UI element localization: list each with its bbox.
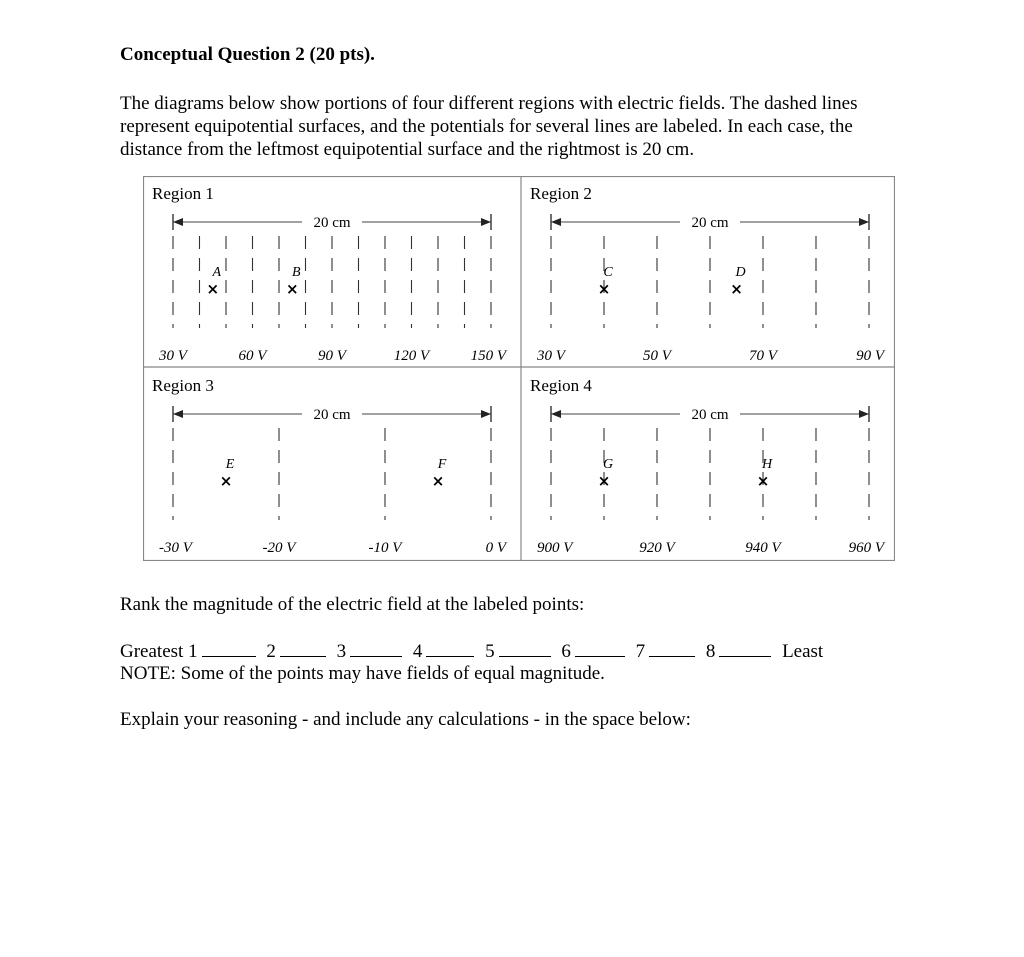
rank-number-6: 6 <box>556 641 571 662</box>
point-marker-D: × <box>730 280 743 298</box>
point-label-G: G <box>602 457 614 472</box>
point-marker-E: × <box>219 472 233 490</box>
rank-blank-8[interactable] <box>719 640 771 657</box>
equipotential-diagrams <box>143 176 895 561</box>
question-title: Conceptual Question 2 (20 pts). <box>120 44 375 65</box>
region-title-2: Region 2 <box>530 184 592 203</box>
rank-number-3: 3 <box>331 641 347 662</box>
explain-prompt: Explain your reasoning - and include any calculations - in the space below: <box>120 709 691 730</box>
rank-number-8: 8 <box>701 641 716 662</box>
distance-label: 20 cm <box>691 215 729 231</box>
region-title-3: Region 3 <box>152 376 214 395</box>
distance-arrowhead-left <box>173 218 183 226</box>
rank-slots <box>188 641 777 662</box>
point-label-A: A <box>212 265 222 280</box>
potential-label: 60 V <box>238 348 267 364</box>
intro-line-1: The diagrams below show portions of four different regions with electric fields. The dashed lines <box>120 93 858 114</box>
rank-blank-5[interactable] <box>499 640 551 657</box>
point-marker-A: × <box>206 280 220 298</box>
potential-label: -10 V <box>368 540 402 556</box>
potential-label: 30 V <box>537 348 565 364</box>
rank-blank-3[interactable] <box>350 640 402 657</box>
rank-blank-1[interactable] <box>202 640 256 657</box>
point-label-H: H <box>761 457 773 472</box>
least-label: Least <box>782 641 824 662</box>
potential-label: 960 V <box>848 540 884 556</box>
distance-arrowhead-left <box>173 410 183 418</box>
potential-label: -20 V <box>262 540 296 556</box>
intro-line-3: distance from the leftmost equipotential surface and the rightmost is 20 cm. <box>120 139 695 160</box>
point-marker-C: × <box>597 280 611 298</box>
ranking-note: NOTE: Some of the points may have fields of equal magnitude. <box>120 663 605 684</box>
rank-number-7: 7 <box>630 641 646 662</box>
potential-label: 920 V <box>639 540 675 556</box>
potential-label: 940 V <box>745 540 781 556</box>
potential-label: 50 V <box>643 348 671 364</box>
rank-number-2: 2 <box>261 641 276 662</box>
intro-line-2: represent equipotential surfaces, and the potentials for several lines are labeled. In each case, the <box>120 116 853 137</box>
question-intro <box>120 92 920 161</box>
point-marker-B: × <box>285 280 299 298</box>
potential-label: 120 V <box>393 348 430 364</box>
distance-arrowhead-right <box>859 410 869 418</box>
potential-label: 0 V <box>485 540 506 556</box>
potential-label: 70 V <box>749 348 777 364</box>
point-label-C: C <box>603 265 613 280</box>
rank-number-1: 1 <box>188 641 198 662</box>
answer-space[interactable] <box>120 745 920 935</box>
ranking-line <box>120 640 823 663</box>
rank-number-5: 5 <box>480 641 495 662</box>
distance-arrowhead-right <box>859 218 869 226</box>
distance-label: 20 cm <box>313 215 351 231</box>
diagram-frame <box>144 177 895 561</box>
potential-label: 90 V <box>318 348 346 364</box>
region-title-1: Region 1 <box>152 184 214 203</box>
rank-blank-7[interactable] <box>649 640 695 657</box>
distance-label: 20 cm <box>313 407 351 423</box>
greatest-label: Greatest <box>120 641 184 662</box>
point-marker-H: × <box>756 472 770 490</box>
potential-label: 150 V <box>470 348 506 364</box>
region-title-4: Region 4 <box>530 376 592 395</box>
distance-arrowhead-right <box>481 410 491 418</box>
potential-label: 90 V <box>856 348 884 364</box>
distance-label: 20 cm <box>691 407 729 423</box>
potential-label: 900 V <box>537 540 573 556</box>
point-marker-G: × <box>597 472 611 490</box>
rank-blank-2[interactable] <box>280 640 326 657</box>
ranking-prompt: Rank the magnitude of the electric field at the labeled points: <box>120 594 585 615</box>
point-label-D: D <box>735 265 746 280</box>
rank-number-4: 4 <box>408 641 423 662</box>
point-label-F: F <box>437 457 447 472</box>
rank-blank-4[interactable] <box>426 640 474 657</box>
distance-arrowhead-right <box>481 218 491 226</box>
distance-arrowhead-left <box>551 410 561 418</box>
point-label-E: E <box>225 457 235 472</box>
distance-arrowhead-left <box>551 218 561 226</box>
rank-blank-6[interactable] <box>575 640 625 657</box>
potential-label: 30 V <box>159 348 187 364</box>
point-label-B: B <box>291 265 301 280</box>
point-marker-F: × <box>431 472 445 490</box>
potential-label: -30 V <box>159 540 192 556</box>
diagrams-svg <box>143 176 895 561</box>
